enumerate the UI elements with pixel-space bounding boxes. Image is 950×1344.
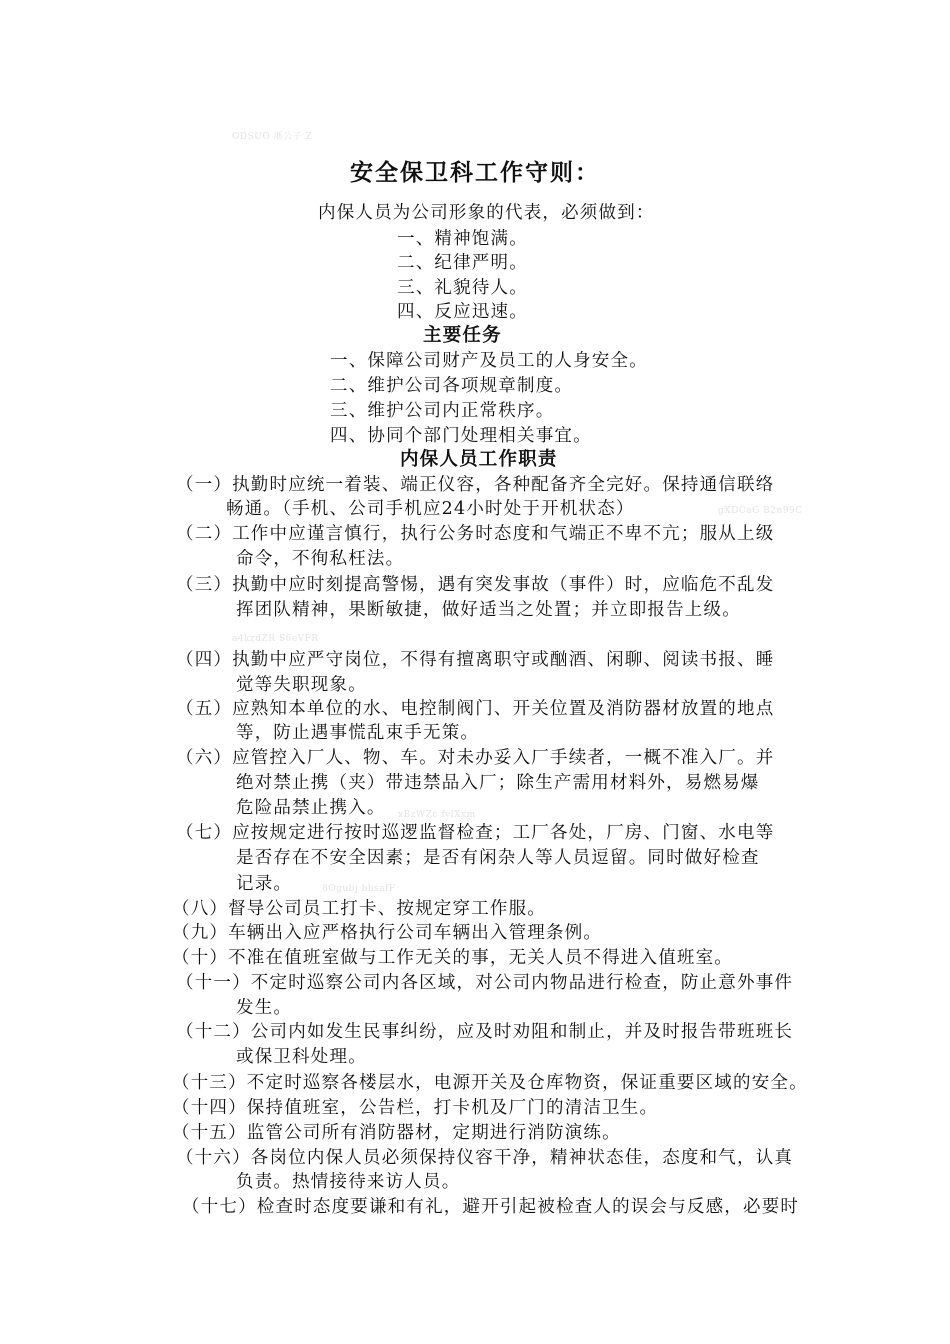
duty-line: （三）执勤中应时刻提高警惕，遇有突发事故（事件）时，应临危不乱发 (176, 575, 775, 595)
duty-line: （十七）检查时态度要谦和有礼，避开引起被检查人的误会与反感，必要时 (182, 1197, 800, 1217)
duty-line: 畅通。（手机、公司手机应24小时处于开机状态） (226, 499, 635, 519)
duty-line: （十二）公司内如发生民事纠纷，应及时劝阻和制止，并及时报告带班班长 (176, 1022, 794, 1042)
duty-line: 负责。热情接待来访人员。 (236, 1172, 461, 1192)
faint-mark: a4kzdZR S6eVFR (232, 634, 319, 644)
duty-line: 或保卫科处理。 (236, 1047, 367, 1067)
duty-line: （六）应管控入厂人、物、车。对未办妥入厂手续者，一概不准入厂。并 (176, 748, 775, 768)
requirement-item: 二、纪律严明。 (397, 253, 528, 273)
requirement-item: 一、精神饱满。 (397, 229, 528, 249)
tasks-heading: 主要任务 (423, 325, 502, 346)
duty-line: （四）执勤中应严守岗位，不得有擅离职守或酗酒、闲聊、阅读书报、睡 (176, 650, 775, 670)
duty-line: 挥团队精神，果断敏捷，做好适当之处置；并立即报告上级。 (236, 600, 741, 620)
duty-line: （十五）监管公司所有消防器材，定期进行消防演练。 (172, 1123, 621, 1143)
duty-line: 等，防止遇事慌乱束手无策。 (236, 723, 480, 743)
task-item: 三、维护公司内正常秩序。 (330, 401, 555, 421)
faint-mark: xBzWZc fvlXxm (398, 810, 476, 820)
duty-line: 记录。 (236, 874, 293, 894)
duty-line: （十四）保持值班室，公告栏，打卡机及厂门的清洁卫生。 (172, 1098, 659, 1118)
page-title: 安全保卫科工作守则： (350, 159, 600, 186)
duty-line: （七）应按规定进行按时巡逻监督检查；工厂各处，厂房、门窗、水电等 (176, 823, 775, 843)
duty-line: （一）执勤时应统一着装、端正仪容，各种配备齐全完好。保持通信联络 (176, 475, 775, 495)
duty-line: （二）工作中应谨言慎行，执行公务时态度和气端正不卑不亢；服从上级 (176, 524, 775, 544)
duty-line: 觉等失职现象。 (236, 675, 367, 695)
task-item: 四、协同个部门处理相关事宜。 (330, 426, 592, 446)
duty-line: （十）不准在值班室做与工作无关的事，无关人员不得进入值班室。 (172, 948, 733, 968)
duties-heading: 内保人员工作职责 (400, 449, 558, 470)
duty-line: 绝对禁止携（夹）带违禁品入厂；除生产需用材料外，易燃易爆 (236, 773, 760, 793)
task-item: 二、维护公司各项规章制度。 (330, 376, 574, 396)
duty-line: （八）督导公司员工打卡、按规定穿工作服。 (172, 899, 546, 919)
requirement-item: 三、礼貌待人。 (397, 278, 528, 298)
requirement-item: 四、反应迅速。 (397, 302, 528, 322)
faint-mark: ODSUO 浙公子 Z (232, 132, 313, 142)
faint-mark: gXDCaG B2n99C (718, 506, 803, 516)
intro-text: 内保人员为公司形象的代表，必须做到： (318, 203, 655, 223)
duty-line: （九）车辆出入应严格执行公司车辆出入管理条例。 (172, 923, 603, 943)
duty-line: （十一）不定时巡察公司内各区域，对公司内物品进行检查，防止意外事件 (176, 973, 794, 993)
faint-mark: 8Ogubj bhsafF (322, 884, 396, 894)
duty-line: （十六）各岗位内保人员必须保持仪容干净，精神状态佳，态度和气，认真 (176, 1148, 794, 1168)
task-item: 一、保障公司财产及员工的人身安全。 (330, 351, 648, 371)
duty-line: （五）应熟知本单位的水、电控制阀门、开关位置及消防器材放置的地点 (176, 699, 775, 719)
duty-line: 发生。 (236, 998, 293, 1018)
duty-line: （十三）不定时巡察各楼层水，电源开关及仓库物资，保证重要区域的安全。 (172, 1073, 808, 1093)
duty-line: 是否存在不安全因素；是否有闲杂人等人员逗留。同时做好检查 (236, 848, 760, 868)
duty-line: 危险品禁止携入。 (236, 798, 386, 818)
duty-line: 命令，不徇私枉法。 (236, 549, 405, 569)
